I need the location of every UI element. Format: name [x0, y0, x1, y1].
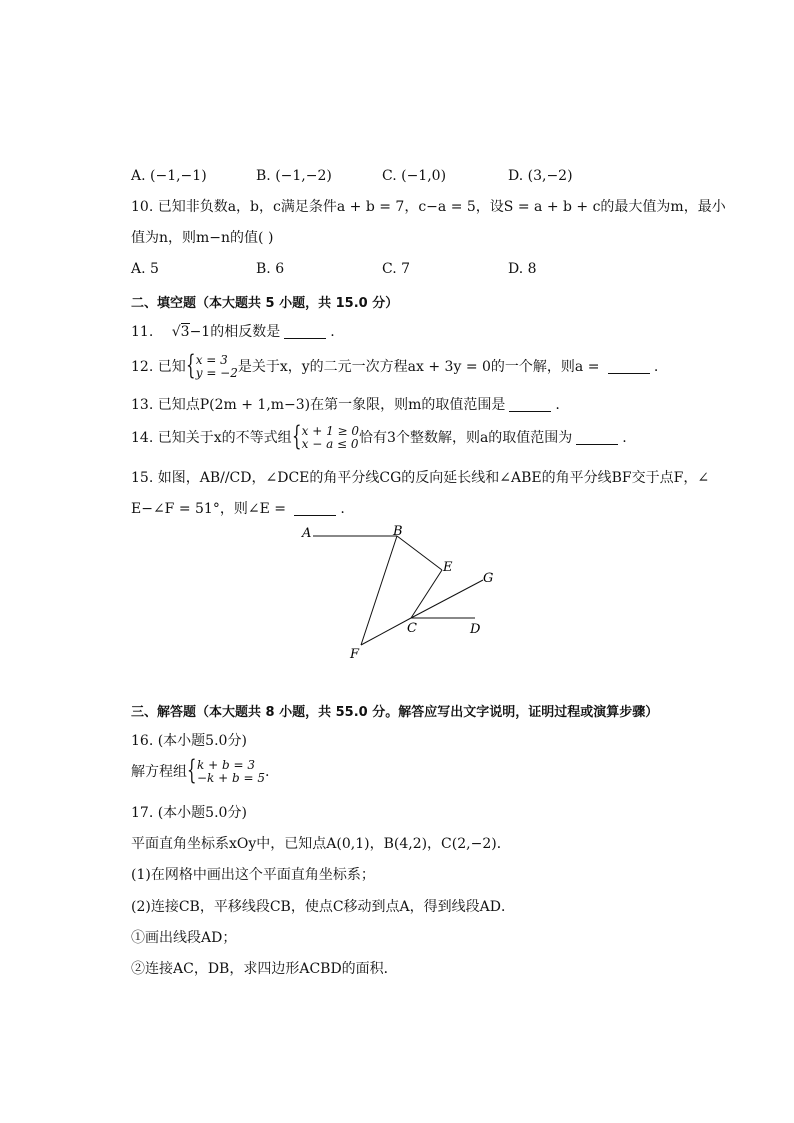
q13-end: .: [555, 397, 560, 413]
q14-inequality-system: [292, 425, 359, 451]
q16-body: [131, 757, 269, 787]
q17-line4: ①画出线段AD；: [131, 930, 237, 946]
q17-line2: (1)在网格中画出这个平面直角坐标系；: [131, 867, 375, 883]
section-fill-in-heading: 二、填空题（本大题共 5 小题，共 15.0 分）: [131, 296, 399, 311]
q12-prefix: 12. 已知: [131, 359, 186, 375]
q11-radicand: 3: [180, 324, 190, 340]
q9-option-b: B. (−1,−2): [256, 168, 332, 184]
label-a: A: [302, 526, 312, 541]
q15-line2-text: E−∠F = 51°，则∠E =: [131, 501, 291, 517]
q14: [131, 423, 627, 453]
geometry-figure: [295, 520, 510, 665]
q17-line1: 平面直角坐标系xOy中，已知点A(0,1)，B(4,2)，C(2,−2)．: [131, 836, 511, 852]
q16-eq1: { k + b = 3: [197, 758, 255, 772]
label-g: G: [483, 571, 494, 586]
sqrt-symbol: √: [171, 324, 181, 340]
q13-text: 13. 已知点P(2m + 1,m−3)在第一象限，则m的取值范围是: [131, 397, 506, 413]
q12-eq2: y = −2: [195, 366, 238, 380]
q16-end: .: [265, 764, 270, 780]
q9-option-d: D. (3,−2): [508, 168, 573, 184]
q17-head: 17. (本小题5.0分): [131, 805, 247, 821]
q10-option-b: B. 6: [256, 261, 285, 277]
q10-line2: 值为n，则m−n的值( ): [131, 230, 274, 246]
q14-prefix: 14. 已知关于x的不等式组: [131, 430, 292, 446]
q15-line1: 15. 如图，AB//CD，∠DCE的角平分线CG的反向延长线和∠ABE的角平分线BF交于点F，∠: [131, 470, 710, 486]
label-b: B: [393, 524, 403, 539]
section-solve-heading: 三、解答题（本大题共 8 小题，共 55.0 分。解答应写出文字说明，证明过程或演算步骤）: [131, 705, 659, 720]
q14-end: .: [622, 430, 627, 446]
q11-text: −1的相反数是: [189, 324, 281, 340]
q12-text: 是关于x，y的二元一次方程ax + 3y = 0的一个解，则a =: [237, 359, 604, 375]
q11-end: .: [330, 324, 335, 340]
label-e: E: [443, 560, 453, 575]
q17-line3: (2)连接CB，平移线段CB，使点C移动到点A，得到线段AD．: [131, 899, 515, 915]
q15-line2: [131, 500, 345, 518]
q9-option-a: A. (−1,−1): [131, 168, 207, 184]
q12-equation-system: [186, 354, 238, 380]
q14-eq2: x − a ≤ 0: [301, 437, 359, 451]
q12-end: .: [653, 359, 659, 375]
q14-text: 恰有3个整数解，则a的取值范围为: [359, 430, 573, 446]
q13: [131, 396, 560, 414]
q12: [131, 352, 658, 382]
q10-option-d: D. 8: [508, 261, 537, 277]
q10-line1: 10. 已知非负数a，b，c满足条件a + b = 7，c−a = 5，设S = a + b + c的最大值为m，最小: [131, 199, 726, 215]
q15-end: .: [340, 501, 345, 517]
segment-be: [397, 536, 442, 570]
q12-answer-blank: [608, 359, 650, 374]
q16-eq2: −k + b = 5: [197, 771, 266, 785]
q14-answer-blank: [576, 430, 618, 445]
q11: [131, 323, 335, 341]
q10-option-c: C. 7: [382, 261, 411, 277]
q17-line5: ②连接AC，DB，求四边形ACBD的面积．: [131, 961, 398, 977]
q16-head: 16. (本小题5.0分): [131, 733, 247, 749]
q10-option-a: A. 5: [131, 261, 159, 277]
label-c: C: [407, 621, 417, 636]
q11-number: 11.: [131, 324, 154, 340]
label-d: D: [470, 622, 481, 637]
q9-option-c: C. (−1,0): [382, 168, 447, 184]
q14-eq1: { x + 1 ≥ 0: [301, 424, 360, 438]
q11-answer-blank: [284, 324, 326, 339]
label-f: F: [350, 647, 360, 662]
q12-eq1: { x = 3: [195, 353, 228, 367]
q16-equation-system: [187, 759, 265, 785]
segment-cg: [411, 580, 483, 618]
q13-answer-blank: [509, 397, 551, 412]
segment-ec: [411, 570, 442, 618]
q16-prefix: 解方程组: [131, 764, 187, 780]
q15-answer-blank: [294, 501, 336, 516]
